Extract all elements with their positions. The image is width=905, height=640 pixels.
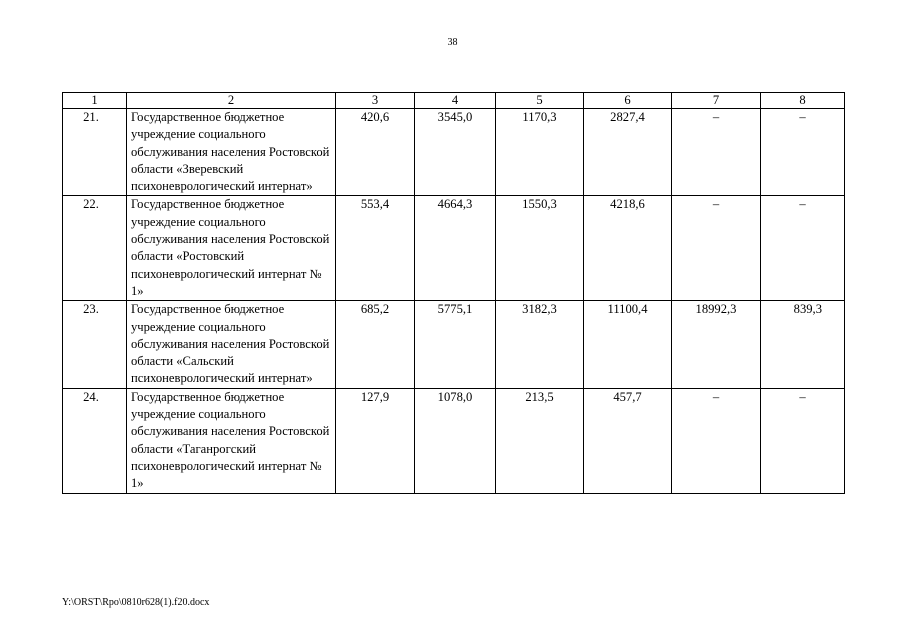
- value-cell: –: [761, 388, 845, 493]
- value-cell: 457,7: [584, 388, 672, 493]
- row-number: 23.: [63, 301, 127, 388]
- institution-name: Государственное бюджетное учреждение социального обслуживания населения Ростовской области «Таганрогский психоневрологический интернат № 1»: [127, 388, 336, 493]
- value-cell: 1170,3: [496, 109, 584, 196]
- institution-name: Государственное бюджетное учреждение социального обслуживания населения Ростовской области «Зверевский психоневрологический интернат»: [127, 109, 336, 196]
- value-cell: –: [672, 196, 761, 301]
- value-cell: –: [672, 109, 761, 196]
- value-cell: 1550,3: [496, 196, 584, 301]
- value-cell: 5775,1: [415, 301, 496, 388]
- footer-file-path: Y:\ORST\Rpo\0810r628(1).f20.docx: [62, 597, 210, 608]
- institution-name: Государственное бюджетное учреждение социального обслуживания населения Ростовской области «Ростовский психоневрологический интернат № 1»: [127, 196, 336, 301]
- value-cell: 2827,4: [584, 109, 672, 196]
- column-header: 2: [127, 93, 336, 109]
- institution-name: Государственное бюджетное учреждение социального обслуживания населения Ростовской области «Сальский психоневрологический интернат»: [127, 301, 336, 388]
- value-cell: 685,2: [336, 301, 415, 388]
- column-header: 1: [63, 93, 127, 109]
- value-cell: 11100,4: [584, 301, 672, 388]
- table-header-row: [63, 93, 845, 109]
- column-header: 8: [761, 93, 845, 109]
- value-cell: 3182,3: [496, 301, 584, 388]
- row-number: 24.: [63, 388, 127, 493]
- value-cell: 553,4: [336, 196, 415, 301]
- value-cell: 1078,0: [415, 388, 496, 493]
- value-cell: 3545,0: [415, 109, 496, 196]
- table-row: [63, 388, 845, 493]
- data-table: [62, 92, 845, 494]
- value-cell: 420,6: [336, 109, 415, 196]
- value-cell: –: [761, 109, 845, 196]
- column-header: 3: [336, 93, 415, 109]
- table-row: [63, 109, 845, 196]
- value-cell: 4218,6: [584, 196, 672, 301]
- column-header: 7: [672, 93, 761, 109]
- value-cell: 213,5: [496, 388, 584, 493]
- value-cell: 839,3: [761, 301, 845, 388]
- column-header: 6: [584, 93, 672, 109]
- table-row: [63, 301, 845, 388]
- value-cell: 18992,3: [672, 301, 761, 388]
- table-row: [63, 196, 845, 301]
- value-cell: –: [761, 196, 845, 301]
- value-cell: 127,9: [336, 388, 415, 493]
- column-header: 5: [496, 93, 584, 109]
- row-number: 21.: [63, 109, 127, 196]
- value-cell: –: [672, 388, 761, 493]
- row-number: 22.: [63, 196, 127, 301]
- value-cell: 4664,3: [415, 196, 496, 301]
- column-header: 4: [415, 93, 496, 109]
- page-number: 38: [447, 37, 458, 48]
